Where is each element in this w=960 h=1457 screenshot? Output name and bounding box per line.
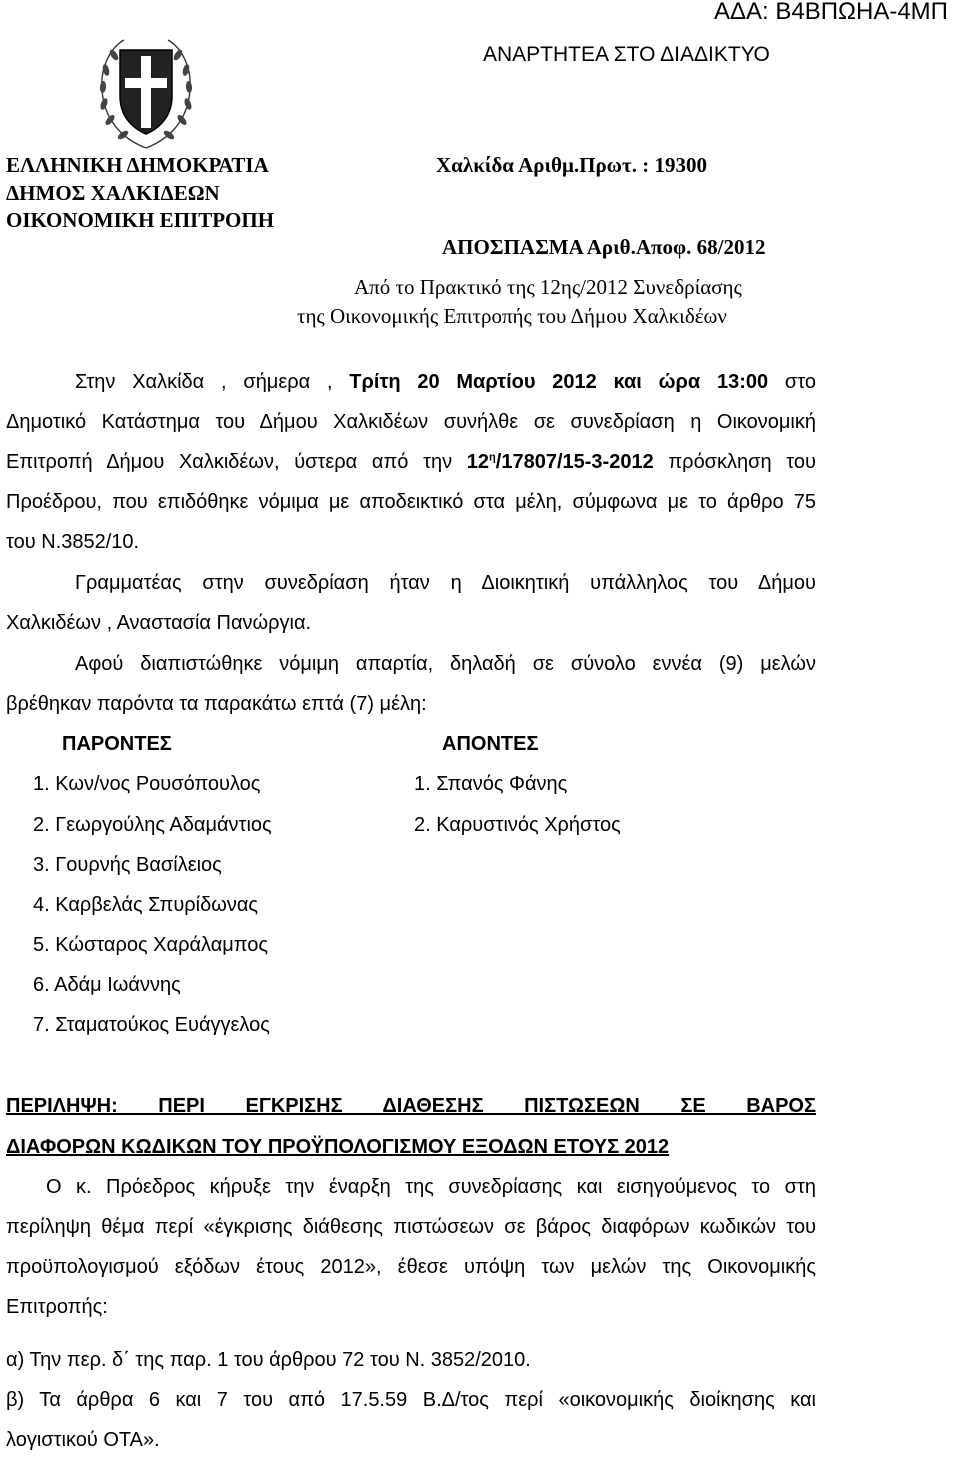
present-member: 6. Αδάμ Ιωάννης [33,974,181,996]
legal-item-b-1: β) Τα άρθρα 6 και 7 του από 17.5.59 Β.Δ/τος περί «οικονομικής διοίκησης και [6,1389,816,1411]
intro-line-3 [6,451,816,474]
minutes-title-2: της Οικονομικής Επιτροπής του Δήμου Χαλκιδέων [297,304,727,328]
invitation-ref: $12^\eta/17807/15-3-2012$ [466,451,654,473]
intro-line-1 [6,371,816,394]
body-line-1: Ο κ. Πρόεδρος κήρυξε την έναρξη της συνεδρίασης και εισηγούμενος το στη [46,1176,816,1198]
intro-line-5: του Ν.3852/10. [6,531,140,553]
secretary-line-2: Χαλκιδέων , Αναστασία Πανώργια. [6,612,312,634]
intro-place: Στην Χαλκίδα , σήμερα , [75,371,350,393]
present-member: 7. Σταματούκος Ευάγγελος [33,1014,270,1036]
legal-item-b-2: λογιστικού ΟΤΑ». [6,1429,160,1451]
present-member: 3. Γουρνής Βασίλειος [33,854,222,876]
minutes-title-1: Από το Πρακτικό της 12ης/2012 Συνεδρίασης [354,275,742,299]
meeting-date: Τρίτη 20 Μαρτίου 2012 και ώρα 13:00 [349,371,769,393]
present-member: 2. Γεωργούλης Αδαμάντιος [33,814,272,836]
greek-emblem-icon [90,30,202,154]
intro-line-2: Δημοτικό Κατάστημα του Δήμου Χαλκιδέων συνήλθε σε συνεδρίαση η Οικονομική [6,411,816,433]
summary-line-2: ΔΙΑΦΟΡΩΝ ΚΩΔΙΚΩΝ ΤΟΥ ΠΡΟΫΠΟΛΟΓΙΣΜΟΥ ΕΞΟΔΩΝ ΕΤΟΥΣ 2012 [6,1136,670,1158]
absent-header: ΑΠΟΝΤΕΣ [442,733,539,755]
present-member: 4. Καρβελάς Σπυρίδωνας [33,894,259,916]
org-line-1: ΕΛΛΗΝΙΚΗ ΔΗΜΟΚΡΑΤΙΑ [6,153,269,177]
org-line-3: ΟΙΚΟΝΟΜΙΚΗ ΕΠΙΤΡΟΠΗ [6,208,275,232]
intro-invitation: πρόσκληση του [653,451,816,473]
secretary-line-1: Γραμματέας στην συνεδρίαση ήταν η Διοικητική υπάλληλος του Δήμου [75,572,816,594]
post-online-label: ΑΝΑΡΤΗΤΕΑ ΣΤΟ ΔΙΑΔΙΚΤΥΟ [483,43,770,66]
org-line-2: ΔΗΜΟΣ ΧΑΛΚΙΔΕΩΝ [6,181,220,205]
body-line-3: προϋπολογισμού εξόδων έτους 2012», έθεσε υπόψη των μελών της Οικονομικής [6,1256,816,1278]
quorum-line-1: Αφού διαπιστώθηκε νόμιμη απαρτία, δηλαδή σε σύνολο εννέα (9) μελών [75,653,816,675]
body-line-2: περίληψη θέμα περί «έγκρισης διάθεσης πιστώσεων σε βάρος διαφόρων κωδικών του [6,1216,816,1238]
present-member: 1. Κων/νος Ρουσόπουλος [33,773,261,795]
quorum-line-2: βρέθηκαν παρόντα τα παρακάτω επτά (7) μέλη: [6,693,427,715]
present-member: 5. Κώσταρος Χαράλαμπος [33,934,269,956]
legal-item-a: α) Την περ. δ΄ της παρ. 1 του άρθρου 72 του Ν. 3852/2010. [6,1349,531,1371]
body-line-4: Επιτροπής: [6,1296,108,1318]
intro-at: στο [768,371,816,393]
protocol-number: Χαλκίδα Αριθμ.Πρωτ. : 19300 [436,153,707,177]
absent-member: 1. Σπανός Φάνης [414,773,568,795]
summary-line-1: ΠΕΡΙΛΗΨΗ: ΠΕΡΙ ΕΓΚΡΙΣΗΣ ΔΙΑΘΕΣΗΣ ΠΙΣΤΩΣΕΩΝ ΣΕ ΒΑΡΟΣ [6,1095,816,1117]
present-header: ΠΑΡΟΝΤΕΣ [62,733,172,755]
intro-after: Επιτροπή Δήμου Χαλκιδέων, ύστερα από την [6,451,467,473]
absent-member: 2. Καρυστινός Χρήστος [414,814,621,836]
decision-extract: ΑΠΟΣΠΑΣΜΑ Αριθ.Αποφ. 68/2012 [442,235,766,259]
intro-line-4: Προέδρου, που επιδόθηκε νόμιμα με αποδεικτικό στα μέλη, σύμφωνα με το άρθρο 75 [6,491,816,513]
ada-code: ΑΔΑ: Β4ΒΠΩΗΑ-4ΜΠ [713,0,948,25]
